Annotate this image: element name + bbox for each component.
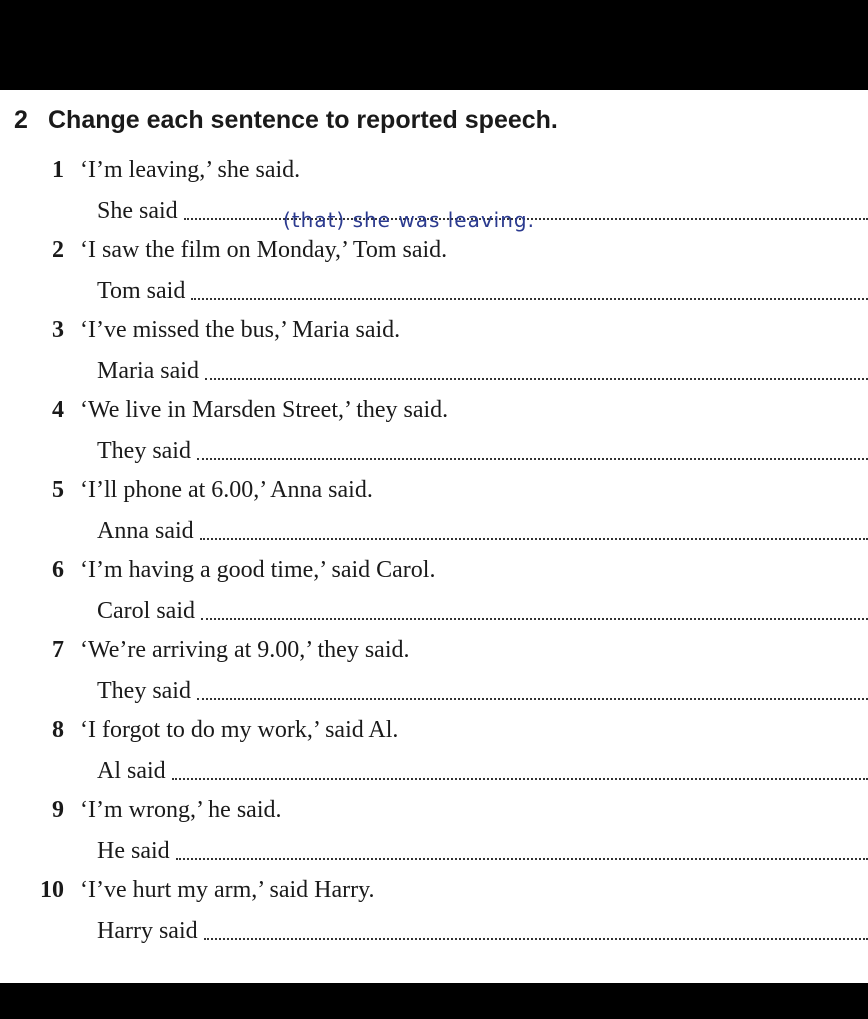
handwritten-answer: (that) she was leaving.	[283, 208, 535, 232]
answer-line	[97, 192, 868, 232]
question-quote: ‘I’ll phone at 6.00,’ Anna said.	[80, 477, 373, 503]
answer-lead: They said	[97, 438, 191, 464]
answer-lead: She said	[97, 198, 178, 224]
exercise-item	[0, 392, 868, 472]
exercise-items	[0, 152, 868, 952]
item-number: 4	[52, 397, 64, 423]
question-line	[0, 872, 375, 908]
item-number: 5	[52, 477, 64, 503]
answer-blank[interactable]	[205, 348, 868, 380]
answer-blank[interactable]	[204, 908, 868, 940]
exercise-item	[0, 472, 868, 552]
answer-line	[97, 912, 868, 948]
answer-blank[interactable]	[197, 428, 868, 460]
exercise-item	[0, 232, 868, 312]
item-number: 8	[52, 717, 64, 743]
question-quote: ‘I forgot to do my work,’ said Al.	[80, 717, 399, 743]
question-line	[0, 152, 300, 188]
item-number: 3	[52, 317, 64, 343]
question-line	[0, 392, 448, 428]
answer-lead: Maria said	[97, 358, 199, 384]
exercise-heading	[14, 106, 558, 135]
answer-blank[interactable]	[200, 508, 868, 540]
answer-blank[interactable]	[201, 588, 868, 620]
answer-lead: Anna said	[97, 518, 194, 544]
exercise-number: 2	[14, 106, 28, 134]
exercise-item	[0, 312, 868, 392]
item-number: 1	[52, 157, 64, 183]
item-number: 2	[52, 237, 64, 263]
item-number: 10	[40, 877, 64, 903]
question-line	[0, 552, 435, 588]
answer-line	[97, 512, 868, 548]
item-number: 9	[52, 797, 64, 823]
answer-line	[97, 272, 868, 308]
question-line	[0, 632, 410, 668]
question-quote: ‘I’m having a good time,’ said Carol.	[80, 557, 436, 583]
question-quote: ‘I saw the film on Monday,’ Tom said.	[80, 237, 448, 263]
question-quote: ‘I’ve hurt my arm,’ said Harry.	[80, 877, 375, 903]
exercise-item	[0, 632, 868, 712]
answer-line	[97, 432, 868, 468]
question-line	[0, 232, 447, 268]
question-quote: ‘We’re arriving at 9.00,’ they said.	[80, 637, 410, 663]
answer-blank[interactable]	[197, 668, 868, 700]
question-line	[0, 712, 398, 748]
question-quote: ‘I’m leaving,’ she said.	[80, 157, 301, 183]
question-quote: ‘I’ve missed the bus,’ Maria said.	[80, 317, 401, 343]
answer-blank[interactable]	[176, 828, 868, 860]
question-quote: ‘I’m wrong,’ he said.	[80, 797, 282, 823]
exercise-item	[0, 152, 868, 232]
answer-line	[97, 672, 868, 708]
answer-line	[97, 752, 868, 788]
exercise-item	[0, 712, 868, 792]
answer-line	[97, 352, 868, 388]
exercise-instruction: Change each sentence to reported speech.	[48, 106, 558, 134]
answer-lead: They said	[97, 678, 191, 704]
question-line	[0, 472, 373, 508]
question-line	[0, 312, 400, 348]
exercise-item	[0, 872, 868, 952]
exercise-item	[0, 792, 868, 872]
answer-lead: Carol said	[97, 598, 195, 624]
answer-line	[97, 592, 868, 628]
item-number: 7	[52, 637, 64, 663]
answer-lead: Tom said	[97, 278, 186, 304]
answer-lead: He said	[97, 838, 170, 864]
worksheet-page	[0, 90, 868, 983]
answer-lead: Al said	[97, 758, 166, 784]
exercise-item	[0, 552, 868, 632]
answer-blank[interactable]	[172, 748, 868, 780]
question-quote: ‘We live in Marsden Street,’ they said.	[80, 397, 449, 423]
item-number: 6	[52, 557, 64, 583]
answer-line	[97, 832, 868, 868]
question-line	[0, 792, 282, 828]
answer-blank[interactable]	[191, 268, 868, 300]
answer-lead: Harry said	[97, 918, 198, 944]
